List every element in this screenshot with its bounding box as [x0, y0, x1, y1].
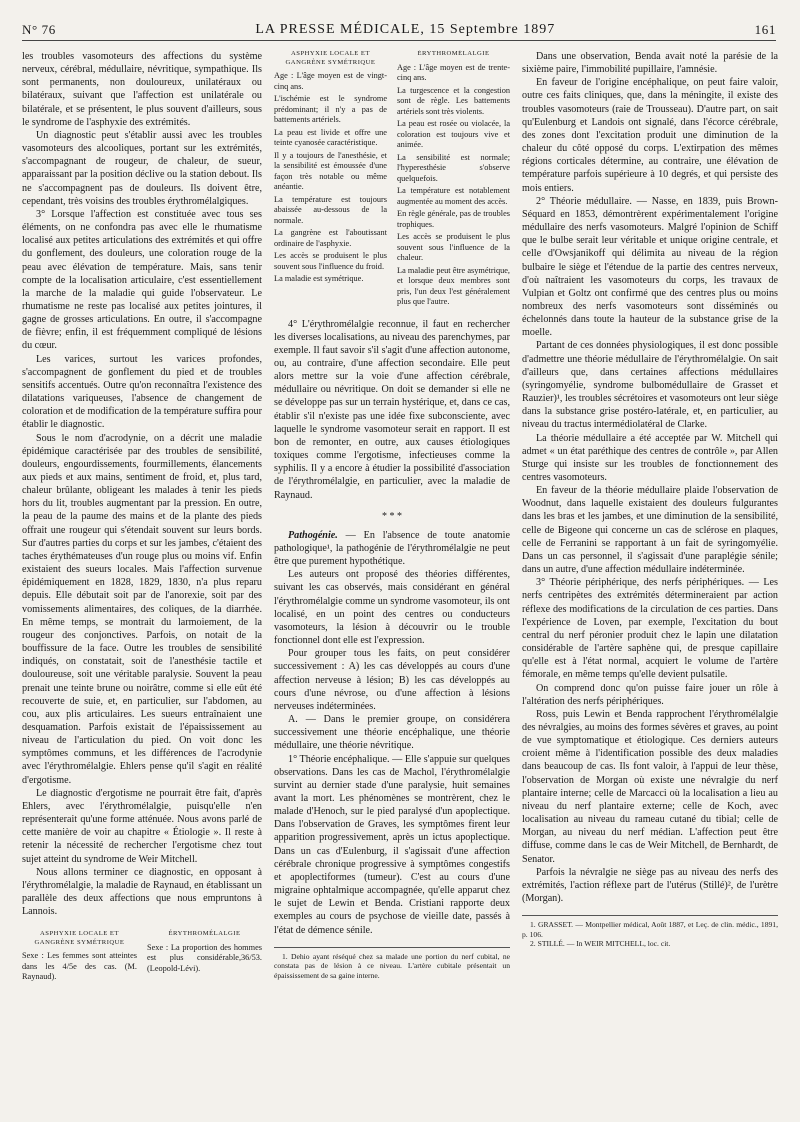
page-header — [22, 20, 776, 41]
paragraph: 1° Théorie encéphalique. — Elle s'appuie sur quelques observations. Dans les cas de Machol, l'érythromélalgie survint au dernier stade d'une paralysie, huit semaines avant la mort. Les phénomènes se montrèrent, chez le malade d'Henoch, sur le pied paralysé d'un apoplectique. Dans l'observation de Graves, les symptômes firent leur apparition progressivement, après un ictus apoplectique. Dans un cas d'Eulenburg, il s'agissait d'une affection cérébrale chronique progressive à symptômes congestifs et apoplectiformes (tumeur). C'est au cours d'une migraine ophtalmique accompagnée, qu'elle apparut chez le sujet de Lewin et Benda. Cristiani rapporte deux exemples au cours de psychose de vieille date, passés à l'état de démence sénile. — [274, 753, 510, 936]
table-cell: Les accès se produisent le plus souvent sous l'influence du froid. — [274, 251, 387, 271]
column-1 — [22, 50, 262, 1114]
table-cell: Age : L'âge moyen est de trente-cinq ans. — [397, 62, 510, 82]
paragraph: Les auteurs ont proposé des théories différentes, suivant les cas observés, mais considérant en général l'érythromélalgie comme un syndrome vasomoteur, ils ont localisé, en un point des centres ou conducteurs vasomoteurs, la lésion à découvrir ou le trouble fonctionnel dont elle est l'expression. — [274, 569, 510, 647]
page-number: 161 — [754, 22, 776, 37]
comparison-table-start — [22, 930, 262, 983]
paragraph: En faveur de l'origine encéphalique, on peut faire valoir, outre ces faits cliniques, que, dans la méningite, il existe des troubles vasomoteurs (raie de Trousseau). D'autre part, on sait qu'Eulenburg et Landois ont signalé, dans l'écorce cérébrale, des zones dont l'excitation produit une diminution de la chaleur du côté opposé du corps. L'extirpation des mêmes régions corticales détermine, au contraire, une élévation de température parfois supérieure à 10 degrés, et qui persiste des mois entiers. — [522, 77, 778, 194]
footnote: 1. GRASSET. — Montpellier médical, Août 1887, et Leç. de clin. médic., 1891, p. 106. — [522, 920, 778, 939]
table-cell: L'ischémie est le syndrome prédominant; il n'y a pas de battements artériels. — [274, 94, 387, 124]
paragraph: Le diagnostic d'ergotisme ne pourrait être fait, d'après Ehlers, avec l'érythromélalgie, puisqu'elle n'en représenterait qu'une forme atténuée. Nous avons parlé de cette manière de voir au chapitre « Étiologie ». Il reste à retenir la nécessité de rechercher l'ergotisme chez tout sujet atteint du syndrome de Weir Mitchell. — [22, 787, 262, 865]
paragraph: La théorie médullaire a été acceptée par W. Mitchell qui admet « un état paréthique des centres de contrôle », par Allen Sturge qui insiste sur les troubles de fonctionnement des centres vasomoteurs. — [522, 432, 778, 483]
paragraph: A. — Dans le premier groupe, on considérera successivement une théorie encéphalique, une théorie médullaire, une théorie névritique. — [274, 714, 510, 752]
paragraph: les troubles vasomoteurs des affections du système nerveux, cérébral, médullaire, névritique, sympathique. Ils sont permanents, non douloureux, unilatéraux ou bilatéraux, suivant que l'affection est unilatérale ou bilatérale, et se présentent, le plus souvent d'ailleurs, sous le syndrome de l'asphyxie des extrémités. — [22, 51, 262, 128]
table-heading: ÉRYTHROMÉLALGIE — [168, 930, 241, 938]
paragraph: 4° L'érythromélalgie reconnue, il faut en rechercher les diverses localisations, au niveau des parenchymes, par exemple. Il faut savoir s'il s'agit d'une affection autonome, ou, au contraire, d'une affection secondaire. Elle peut alors mettre sur la voie d'une affection cérébrale, médullaire ou névritique. On doit se demander si elle ne se développe pas sur un terrain hystérique, et, dans ce cas, établir s'il n'existe pas une idée fixe subconsciente, avec laquelle le syndrome vasomoteur serait en rapport. Il est bon de remonter, en outre, aux causes étiologiques toxiques comme l'ergotisme, infectieuses comme la syphilis. Il y a encore à étudier la possibilité d'association de l'érythromélalgie, en particulier, avec la maladie de Raynaud. — [274, 318, 510, 501]
paragraph: Ross, puis Lewin et Benda rapprochent l'érythromélalgie des névralgies, au moins des formes sévères et graves, au point de vue symptomatique et étiologique. Ces derniers auteurs croient même à l'identification possible des deux maladies dans beaucoup de cas. Ils font valoir, à l'appui de leur thèse, l'observation de Morgan où existe une névralgie du nerf plantaire interne; celle de Marcacci où la localisation a lieu au niveau du nerf plantaire externe; celle de Koch, avec localisation au niveau du rameau cutané du tibial; celle de Morgan, au niveau du nerf médian. L'affection peut être diffuse, comme dans le cas de Weir Mitchell, de Bernhardt, de Senator. — [522, 708, 778, 865]
column-2 — [274, 50, 510, 1114]
table-right-column — [147, 930, 262, 983]
table-right-column — [397, 50, 510, 310]
paragraph: 3° Lorsque l'affection est constituée avec tous ses éléments, on ne confondra pas avec elle le rhumatisme localisé aux petites articulations des extrémités et qui offre du gonflement, des douleurs, une coloration rouge de la peau avec élévation de température. Mais, sans tenir compte de la localisation articulaire, c'est essentiellement la marche de la maladie qui guide l'observateur. Le rhumatisme ne reste pas localisé aux petites jointures, il gagne de grosses articulations. En outre, il s'accompagne de fièvre; enfin, il est fréquemment compliqué de lésions du cœur. — [22, 208, 262, 352]
table-cell: En règle générale, pas de troubles trophiques. — [397, 209, 510, 229]
footnote: 1. Dehio ayant réséqué chez sa malade une portion du nerf cubital, ne constata pas de lésion à ce niveau. L'artère cubitale présentait un épaississement de sa gaine interne. — [274, 951, 510, 980]
table-cell: Sexe : Les femmes sont atteintes dans les 4/5e des cas. (M. Raynaud). — [22, 951, 137, 982]
table-cell: La température est notablement augmentée au moment des accès. — [397, 186, 510, 206]
journal-title: LA PRESSE MÉDICALE, 15 Septembre 1897 — [255, 22, 556, 37]
table-heading: ASPHYXIE LOCALE ET GANGRÈNE SYMÉTRIQUE — [34, 930, 125, 946]
table-cell: La sensibilité est normale; l'hyperesthésie s'observe quelquefois. — [397, 152, 510, 183]
paragraph: 3° Théorie périphérique, des nerfs périphériques. — Les nerfs centripètes des extrémités détermineraient par action réflexe des modifications de la circulation de ces parties. Dans l'expérience de Loven, par exemple, l'excitation du bout central du nerf péronier produit chez le lapin une dilatation considérable de l'artère saphène qui, de presque capillaire qu'elle est à l'état normal, acquiert le volume de l'artère fémorale, en même temps qu'elle devient pulsatile. — [522, 577, 778, 681]
column-3 — [522, 50, 778, 1114]
table-cell: La maladie est symétrique. — [274, 274, 364, 283]
paragraph: Pour grouper tous les faits, on peut considérer successivement : A) les cas développés au cours d'une affection nerveuse à lésion; B) les cas développés au cours d'une névrose, ou d'une affection à lésions nerveuses indéterminées. — [274, 648, 510, 712]
paragraph: 2° Théorie médullaire. — Nasse, en 1839, puis Brown-Séquard en 1853, démontrèrent expérimentalement l'origine médullaire des nerfs vasomoteurs. Malgré l'opinion de Schiff que le bulbe serait leur véritable et unique origine centrale, et celle d'Owsjanikoff qui délimita au niveau de la région bulbaire le siège et l'étendue de la partie des centres nerveux, d'où naîtraient les vasomoteurs du corps, les travaux de Vulpian et Goltz ont confirmé que des centres plus ou moins nombreux des nerfs vasomoteurs sont disséminés ou échelonnés dans toute la hauteur de la substance grise de la moelle. — [522, 195, 778, 339]
table-heading: ÉRYTHROMÉLALGIE — [417, 50, 490, 57]
paragraph: Un diagnostic peut s'établir aussi avec les troubles vasomoteurs des alcooliques, portant sur les extrémités, s'accompagnant de rougeur, de chaleur, de sueur, apparaissant par la position déclive ou la station debout. Ils ne s'accompagnent pas de douleurs. Ils doivent être, cependant, très voisins des troubles érythromélalgiques. — [22, 129, 262, 207]
paragraph: Sous le nom d'acrodynie, on a décrit une maladie épidémique caractérisée par des troubles de sensibilité, douleurs, engourdissements, fourmillements, élancements aux pieds et aux mains, sentiment de froid, et, plus tard, chaleur brûlante, obligeant les malades à tenir les pieds hors du lit, troubles augmentant par la pression. En outre, la peau de la paume des mains et de la plante des pieds offrait une rougeur qui s'étendait souvent sur leurs bords. Sur d'autres parties du corps et sur les jambes, c'étaient des taches érythémateuses d'un rouge plus ou moins vif. Enfin existaient des sueurs locales. Mais l'affection survenue épidémiquement en 1828, 1829, 1830, n'a plus reparu depuis. Elle débutait soit par de l'anorexie, soit par des vomissements alimentaires, des coliques, de la diarrhée. En même temps, se montrait du larmoiement, de la rougeur des conjonctives. Parfois, on notait de la bouffissure de la face. Outre les troubles de sensibilité indiqués, on constatait, soit de l'anesthésie tactile et douloureuse, soit une véritable paralysie. Souvent la peau prenait une teinte brune ou noirâtre, comme si elle eût été recouverte de suie, et, en particulier, sur l'abdomen, au cou, aux plis articulaires. Les sueurs entraînaient une desquamation. Parfois existait de l'épaississement au niveau de l'articulation du pied. On voit donc les symptômes communs, et les différences de l'acrodynie avec l'érythromélalgie. Ehlers pense qu'il s'agit en réalité d'ergotisme. — [22, 432, 262, 786]
table-cell: La peau est livide et offre une teinte cyanosée caractéristique. — [274, 127, 387, 147]
table-left-column — [274, 50, 387, 310]
paragraph: Les varices, surtout les varices profondes, s'accompagnent de gonflement du pied et de troubles sensitifs accentués. Outre qu'on reconnaîtra l'existence des dilatations variqueuses, l'absence de changement de coloration et de modification de la température suffira pour établir le diagnostic. — [22, 353, 262, 431]
table-cell: Les accès se produisent le plus souvent sous l'influence de la chaleur. — [397, 232, 510, 262]
table-cell: Sexe : La proportion des hommes est plus considérable,36/53.(Leopold-Lévi). — [147, 942, 262, 973]
paragraph: On comprend donc qu'on puisse faire jouer un rôle à l'altération des nerfs périphériques. — [522, 682, 778, 707]
section-separator: * * * — [382, 510, 402, 522]
table-cell: La peau est rosée ou violacée, la coloration est toujours vive et animée. — [397, 119, 510, 149]
paragraph: Parfois la névralgie ne siège pas au niveau des nerfs des extrémités, l'action réflexe part de l'utérus (Stillé)², de l'urètre (Morgan). — [522, 866, 778, 904]
paragraph: Dans une observation, Benda avait noté la parésie de la sixième paire, l'immobilité pupillaire, l'amnésie. — [522, 51, 778, 76]
section-title: Pathogénie. — [288, 529, 338, 541]
table-left-column — [22, 930, 137, 983]
table-cell: Il y a toujours de l'anesthésie, et la sensibilité est émoussée d'une façon très notable ou même anéantie. — [274, 150, 387, 191]
paragraph: Partant de ces données physiologiques, il est donc possible d'admettre une théorie médullaire de l'érythromélalgie. On sait d'ailleurs que, dans certaines affections médullaires (syringomyélie, syndrome bulbomédullaire de Grasset et Rauzier)¹, les troubles sécrétoires et vasomoteurs ont leur siège dans la substance grise postéro-latérale, et, en particulier, au niveau du tractus intermédiolatéral de Clarke. — [522, 340, 778, 431]
table-cell: La maladie peut être asymétrique, et lorsque deux membres sont pris, l'un deux l'est généralement plus que l'autre. — [397, 265, 510, 306]
paragraph-text: — En l'absence de toute anatomie pathologique¹, la pathogénie de l'érythromélalgie ne peut être que purement hypothétique. — [274, 529, 510, 568]
paragraph: En faveur de la théorie médullaire plaide l'observation de Woodnut, dans laquelle existaient des douleurs fulgurantes dans les bras et les jambes, et une diminution de la sensibilité, celle de Bigeone qui concerne un cas de sclérose en plaques, celle de Ferranini se rapportant à un fait de syringomyélie. Dans un cas personnel, il s'agissait d'une paraplégie sénile; dans un autre, d'une affection médullaire indéterminée. — [522, 485, 778, 576]
paragraph — [274, 529, 510, 568]
footnote: 2. STILLÉ. — In WEIR MITCHELL, loc. cit. — [530, 939, 671, 949]
footnotes — [522, 915, 778, 949]
comparison-table-continued — [274, 50, 510, 310]
table-heading: ASPHYXIE LOCALE ET GANGRÈNE SYMÉTRIQUE — [285, 50, 376, 66]
table-cell: La température est toujours abaissée au-dessous de la normale. — [274, 194, 387, 225]
footnotes — [274, 947, 510, 981]
paragraph: Nous allons terminer ce diagnostic, en opposant à l'érythromélalgie, la maladie de Raynaud, en établissant un parallèle des deux affections que nous empruntons à Lannois. — [22, 866, 262, 918]
table-cell: Age : L'âge moyen est de vingt-cinq ans. — [274, 71, 387, 91]
table-cell: La gangrène est l'aboutissant ordinaire de l'asphyxie. — [274, 228, 387, 248]
issue-number: N° 76 — [22, 22, 56, 37]
table-cell: La turgescence et la congestion sont de règle. Les battements artériels sont très violents. — [397, 85, 510, 116]
